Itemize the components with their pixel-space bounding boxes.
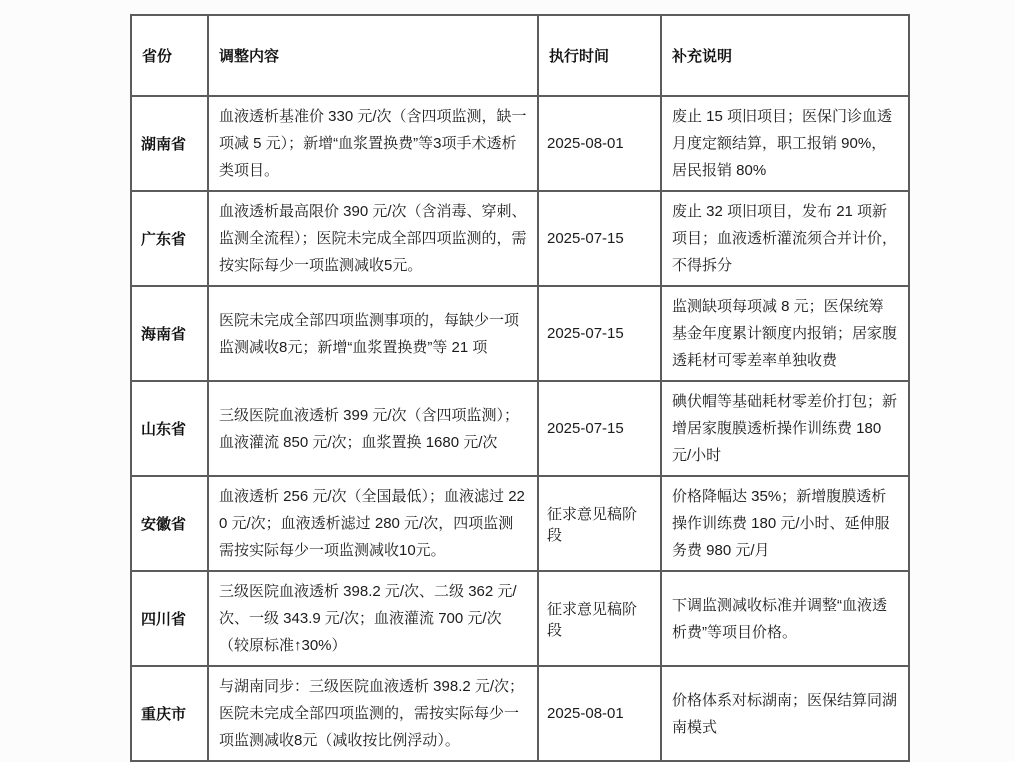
time-cell: 2025-07-15 [538,191,661,286]
note-cell: 下调监测减收标准并调整“血液透析费”等项目价格。 [661,571,909,666]
column-header-time: 执行时间 [538,15,661,96]
time-cell: 2025-07-15 [538,381,661,476]
table-row [131,476,909,571]
column-header-province: 省份 [131,15,208,96]
table-row [131,571,909,666]
content-cell: 血液透析基准价 330 元/次（含四项监测，缺一项减 5 元）；新增“血浆置换费”等3项手术透析类项目。 [208,96,538,191]
time-cell: 征求意见稿阶段 [538,571,661,666]
note-cell: 废止 15 项旧项目；医保门诊血透月度定额结算，职工报销 90%，居民报销 80% [661,96,909,191]
time-cell: 2025-07-15 [538,286,661,381]
note-cell: 碘伏帽等基础耗材零差价打包；新增居家腹膜透析操作训练费 180 元/小时 [661,381,909,476]
table-row [131,96,909,191]
pricing-table-container [130,14,910,762]
time-cell: 2025-08-01 [538,96,661,191]
province-cell: 重庆市 [131,666,208,761]
content-cell: 三级医院血液透析 398.2 元/次、二级 362 元/次、一级 343.9 元/次；血液灌流 700 元/次（较原标准↑30%） [208,571,538,666]
dialysis-pricing-table [130,14,910,762]
column-header-note: 补充说明 [661,15,909,96]
time-cell: 2025-08-01 [538,666,661,761]
province-cell: 四川省 [131,571,208,666]
province-cell: 广东省 [131,191,208,286]
content-cell: 医院未完成全部四项监测事项的，每缺少一项监测减收8元；新增“血浆置换费”等 21 项 [208,286,538,381]
content-cell: 血液透析 256 元/次（全国最低）；血液滤过 220 元/次；血液透析滤过 280 元/次，四项监测需按实际每少一项监测减收10元。 [208,476,538,571]
note-cell: 监测缺项每项减 8 元；医保统筹基金年度累计额度内报销；居家腹透耗材可零差率单独收费 [661,286,909,381]
column-header-content: 调整内容 [208,15,538,96]
content-cell: 血液透析最高限价 390 元/次（含消毒、穿刺、监测全流程）；医院未完成全部四项监测的，需按实际每少一项监测减收5元。 [208,191,538,286]
content-cell: 三级医院血液透析 399 元/次（含四项监测）；血液灌流 850 元/次；血浆置换 1680 元/次 [208,381,538,476]
table-row [131,286,909,381]
province-cell: 湖南省 [131,96,208,191]
table-row [131,666,909,761]
note-cell: 价格降幅达 35%；新增腹膜透析操作训练费 180 元/小时、延伸服务费 980 元/月 [661,476,909,571]
province-cell: 海南省 [131,286,208,381]
table-row [131,381,909,476]
province-cell: 山东省 [131,381,208,476]
table-header-row [131,15,909,96]
note-cell: 废止 32 项旧项目，发布 21 项新项目；血液透析灌流须合并计价，不得拆分 [661,191,909,286]
note-cell: 价格体系对标湖南；医保结算同湖南模式 [661,666,909,761]
table-row [131,191,909,286]
province-cell: 安徽省 [131,476,208,571]
time-cell: 征求意见稿阶段 [538,476,661,571]
content-cell: 与湖南同步：三级医院血液透析 398.2 元/次；医院未完成全部四项监测的，需按实际每少一项监测减收8元（减收按比例浮动）。 [208,666,538,761]
